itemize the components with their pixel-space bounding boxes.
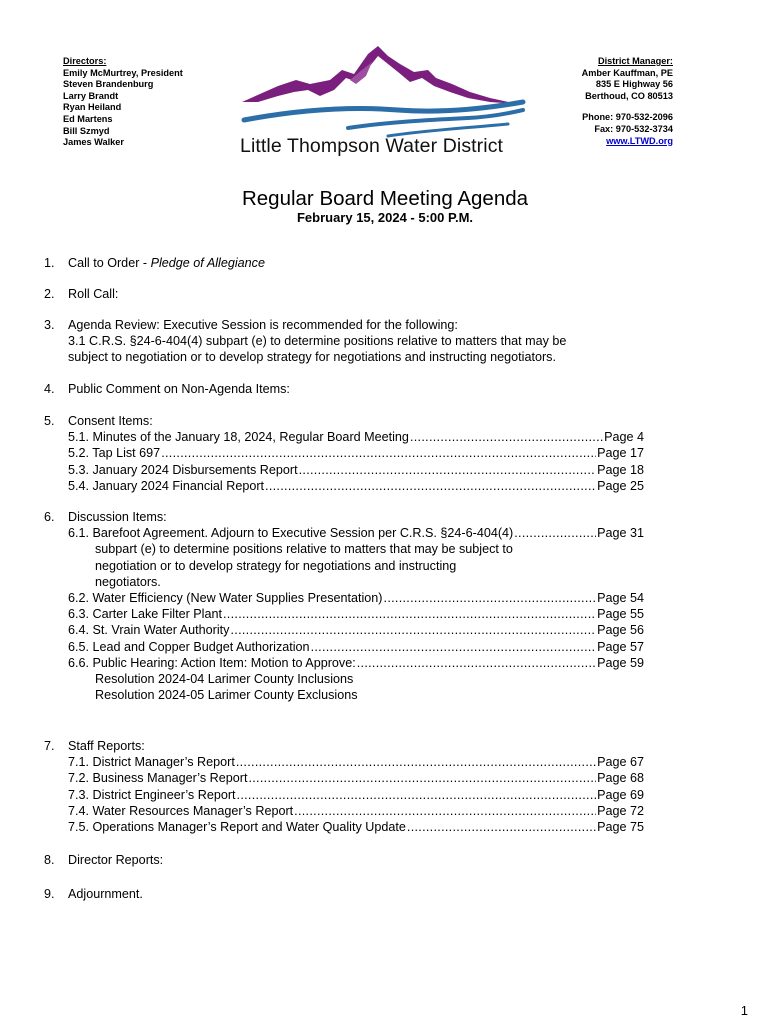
item-number: 1. xyxy=(44,256,55,270)
item-text: Roll Call: xyxy=(68,287,119,301)
leader-dots xyxy=(294,803,596,819)
page-ref: Page 68 xyxy=(597,771,644,786)
sub-item-label: 6.3. Carter Lake Filter Plant xyxy=(68,607,222,622)
directors-heading: Directors: xyxy=(63,56,107,66)
page-ref: Page 57 xyxy=(597,639,644,654)
leader-dots xyxy=(237,787,597,803)
leader-dots xyxy=(161,445,596,461)
item-number: 9. xyxy=(44,887,55,901)
page-ref: Page 54 xyxy=(597,591,644,606)
sub-item-label: 7.1. District Manager’s Report xyxy=(68,755,235,770)
sub-item xyxy=(68,754,644,770)
director-name: Ed Martens xyxy=(63,113,113,124)
item-text: 3.1 C.R.S. §24-6-404(4) subpart (e) to determine positions relative to matters that may be xyxy=(68,334,567,349)
sub-item-label: 6.2. Water Efficiency (New Water Supplies Presentation) xyxy=(68,591,383,606)
director-name: Emily McMurtrey, President xyxy=(63,67,183,78)
page-ref: Page 59 xyxy=(597,655,644,670)
item-text: subject to negotiation or to develop strategy for negotiations and instructing negotiators. xyxy=(68,350,556,365)
item-text: Adjournment. xyxy=(68,887,143,901)
sub-item xyxy=(68,770,644,786)
sub-item-label: 5.3. January 2024 Disbursements Report xyxy=(68,462,298,477)
sub-item-label: 6.4. St. Vrain Water Authority xyxy=(68,623,230,638)
director-name: Ryan Heiland xyxy=(63,102,122,113)
page-title: Regular Board Meeting Agenda xyxy=(241,187,529,210)
page-ref: Page 25 xyxy=(597,478,644,493)
leader-dots xyxy=(236,754,596,770)
director-name: James Walker xyxy=(63,137,124,148)
item-number: 4. xyxy=(44,382,55,396)
manager-name: Amber Kauffman, PE xyxy=(581,67,673,78)
sub-item xyxy=(68,429,644,445)
sub-item xyxy=(68,445,644,461)
sub-item-label: 6.5. Lead and Copper Budget Authorization xyxy=(68,639,310,654)
logo-text: Little Thompson Water District xyxy=(240,135,504,157)
sub-item xyxy=(68,462,644,478)
item-number: 6. xyxy=(44,510,55,524)
district-manager-block xyxy=(582,56,673,147)
sub-item-label: 5.1. Minutes of the January 18, 2024, Regular Board Meeting xyxy=(68,430,409,445)
sub-item-label: 5.4. January 2024 Financial Report xyxy=(68,478,265,493)
leader-dots xyxy=(384,590,597,606)
leader-dots xyxy=(223,606,596,622)
sub-item-label: 7.5. Operations Manager’s Report and Water Quality Update xyxy=(68,820,406,835)
sub-item-label: 6.6. Public Hearing: Action Item: Motion to Approve: xyxy=(68,655,356,670)
sub-item-label: 7.2. Business Manager’s Report xyxy=(68,771,248,786)
item-number: 2. xyxy=(44,287,55,301)
sub-item-label: 5.2. Tap List 697 xyxy=(68,446,161,461)
item-text: Consent Items: xyxy=(68,414,153,428)
manager-address-line1: 835 E Highway 56 xyxy=(595,79,673,90)
director-name: Larry Brandt xyxy=(63,90,119,101)
resolution: Resolution 2024-04 Larimer County Inclusions xyxy=(95,672,354,687)
sub-item-continuation: negotiation or to develop strategy for negotiations and instructing xyxy=(95,558,457,573)
item-text: Director Reports: xyxy=(68,853,164,867)
sub-item xyxy=(68,803,644,819)
leader-dots xyxy=(311,639,597,655)
sub-item xyxy=(68,639,644,655)
page-ref: Page 55 xyxy=(597,607,644,622)
director-name: Steven Brandenburg xyxy=(63,79,154,90)
item-number: 3. xyxy=(44,318,55,332)
page-ref: Page 69 xyxy=(597,787,644,802)
sub-item xyxy=(68,787,644,803)
leader-dots xyxy=(357,655,596,671)
item-number: 7. xyxy=(44,739,55,753)
sub-item xyxy=(68,655,644,671)
meeting-date: February 15, 2024 - 5:00 P.M. xyxy=(296,210,474,225)
page-ref: Page 56 xyxy=(597,623,644,638)
logo-mountains xyxy=(242,46,518,104)
sub-item xyxy=(68,606,644,622)
leader-dots xyxy=(299,462,596,478)
sub-item xyxy=(68,525,644,541)
page-ref: Page 75 xyxy=(597,820,644,835)
item-text: Public Comment on Non-Agenda Items: xyxy=(68,382,290,396)
page-ref: Page 67 xyxy=(597,755,644,770)
leader-dots xyxy=(410,429,603,445)
item-text-italic: Pledge of Allegiance xyxy=(150,256,265,270)
leader-dots xyxy=(407,819,596,835)
leader-dots xyxy=(514,525,596,541)
page-ref: Page 18 xyxy=(597,462,644,477)
directors-block xyxy=(63,56,183,149)
manager-fax: Fax: 970-532-3734 xyxy=(594,123,673,134)
sub-item xyxy=(68,478,644,494)
item-number: 8. xyxy=(44,853,55,867)
sub-item xyxy=(68,590,644,606)
leader-dots xyxy=(230,622,596,638)
sub-item-continuation: negotiators. xyxy=(95,574,161,589)
page-ref: Page 72 xyxy=(597,803,644,818)
item-text: Call to Order - xyxy=(68,256,151,270)
director-name: Bill Szmyd xyxy=(63,125,110,136)
item-text: Agenda Review: Executive Session is recommended for the following: xyxy=(68,318,458,332)
website-link[interactable]: www.LTWD.org xyxy=(606,135,673,146)
page-ref: Page 31 xyxy=(597,526,644,541)
manager-heading: District Manager: xyxy=(597,56,673,66)
item-text: Discussion Items: xyxy=(68,510,167,524)
sub-item-continuation: subpart (e) to determine positions relative to matters that may be subject to xyxy=(95,542,513,557)
sub-item xyxy=(68,622,644,638)
sub-item-label: 7.3. District Engineer’s Report xyxy=(68,787,236,802)
page-ref: Page 4 xyxy=(604,430,644,445)
sub-item-label: 6.1. Barefoot Agreement. Adjourn to Executive Session per C.R.S. §24-6-404(4) xyxy=(68,526,514,541)
page-ref: Page 17 xyxy=(597,446,644,461)
manager-address-line2: Berthoud, CO 80513 xyxy=(585,90,673,101)
sub-item xyxy=(68,819,644,835)
leader-dots xyxy=(265,478,596,494)
page-number: 1 xyxy=(740,1003,748,1018)
resolution: Resolution 2024-05 Larimer County Exclusions xyxy=(95,688,358,703)
item-number: 5. xyxy=(44,414,55,428)
sub-item-label: 7.4. Water Resources Manager’s Report xyxy=(68,803,294,818)
item-text: Staff Reports: xyxy=(68,739,145,753)
manager-phone: Phone: 970-532-2096 xyxy=(582,112,673,123)
leader-dots xyxy=(248,770,596,786)
